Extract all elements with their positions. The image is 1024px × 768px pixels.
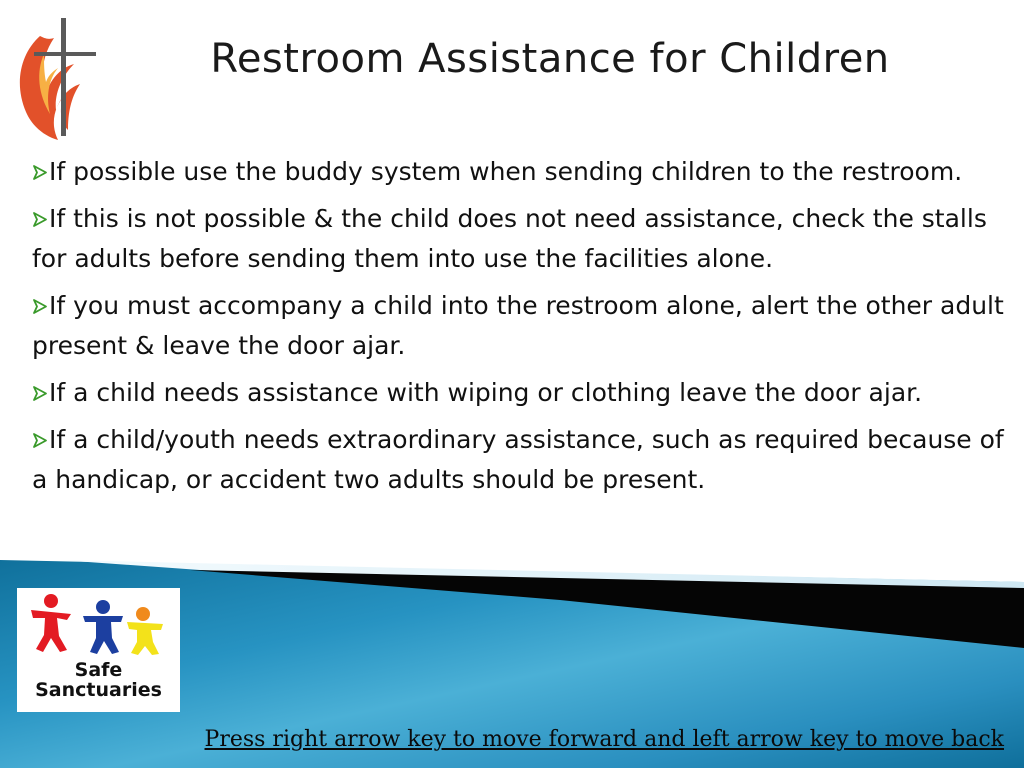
list-item [32,286,1010,366]
arrow-bullet-icon [32,298,48,315]
logo-line-1: Safe [74,659,123,681]
bullet-text: If a child needs assistance with wiping or clothing leave the door ajar. [49,378,923,407]
bullet-text: If you must accompany a child into the restroom alone, alert the other adult present & leave the door ajar. [32,291,1004,360]
arrow-bullet-icon [32,164,48,181]
bullet-text: If possible use the buddy system when sending children to the restroom. [49,157,963,186]
list-item [32,152,1010,192]
children-figures-icon [17,588,180,658]
safe-sanctuaries-logo [17,588,180,712]
arrow-bullet-icon [32,385,48,402]
safe-sanctuaries-text [17,660,180,700]
bullet-list [32,152,1010,507]
navigation-hint-link[interactable]: Press right arrow key to move forward and left arrow key to move back [204,727,1004,752]
list-item [32,199,1010,279]
arrow-bullet-icon [32,211,48,228]
arrow-bullet-icon [32,432,48,449]
list-item [32,373,1010,413]
cross-and-flame-icon [10,14,100,142]
logo-line-2: Sanctuaries [35,679,162,701]
list-item [32,420,1010,500]
bullet-text: If this is not possible & the child does not need assistance, check the stalls for adults before sending them into use the facilities alone. [32,204,987,273]
bullet-text: If a child/youth needs extraordinary assistance, such as required because of a handicap, or accident two adults should be present. [32,425,1004,494]
page-title: Restroom Assistance for Children [210,36,890,82]
